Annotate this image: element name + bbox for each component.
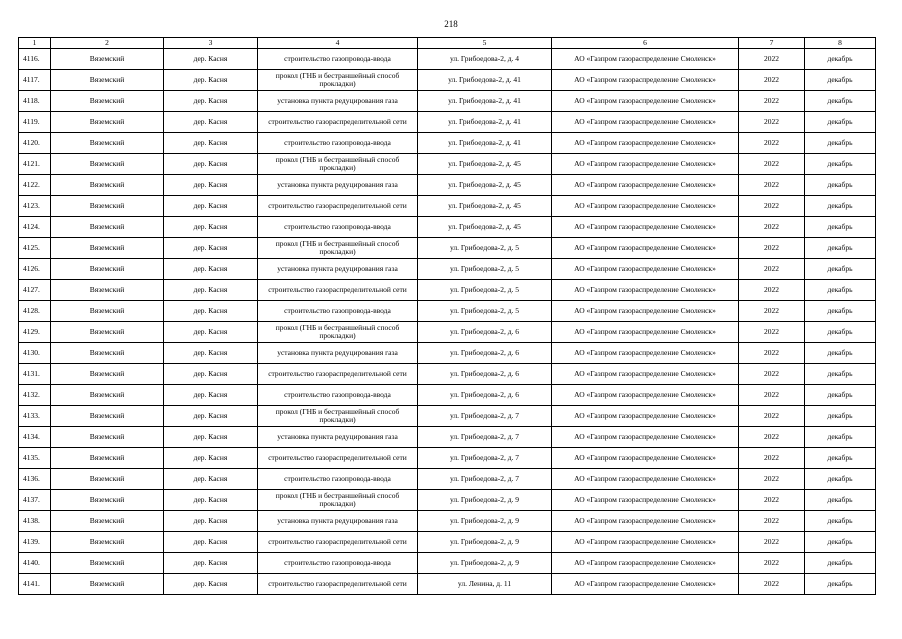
year-cell: 2022 [739, 322, 805, 343]
year-cell: 2022 [739, 112, 805, 133]
table-row [19, 91, 876, 112]
work-type-cell: строительство газопровода-ввода [258, 133, 418, 154]
row-number-cell: 4116. [19, 49, 51, 70]
organization-cell: АО «Газпром газораспределение Смоленск» [552, 196, 739, 217]
row-number-cell: 4130. [19, 343, 51, 364]
month-cell: декабрь [805, 196, 876, 217]
address-cell: ул. Грибоедова-2, д. 41 [418, 112, 552, 133]
district-cell: Вяземский [51, 343, 164, 364]
month-cell: декабрь [805, 280, 876, 301]
table-row [19, 490, 876, 511]
table-row [19, 511, 876, 532]
year-cell: 2022 [739, 196, 805, 217]
year-cell: 2022 [739, 448, 805, 469]
settlement-cell: дер. Касня [164, 175, 258, 196]
address-cell: ул. Грибоедова-2, д. 6 [418, 343, 552, 364]
table-row [19, 574, 876, 595]
table-row [19, 217, 876, 238]
work-type-cell: строительство газопровода-ввода [258, 49, 418, 70]
table-row [19, 406, 876, 427]
settlement-cell: дер. Касня [164, 448, 258, 469]
table-row [19, 385, 876, 406]
address-cell: ул. Грибоедова-2, д. 41 [418, 133, 552, 154]
address-cell: ул. Грибоедова-2, д. 6 [418, 364, 552, 385]
settlement-cell: дер. Касня [164, 511, 258, 532]
address-cell: ул. Грибоедова-2, д. 7 [418, 406, 552, 427]
year-cell: 2022 [739, 280, 805, 301]
organization-cell: АО «Газпром газораспределение Смоленск» [552, 70, 739, 91]
organization-cell: АО «Газпром газораспределение Смоленск» [552, 238, 739, 259]
header-cell: 1 [19, 38, 51, 49]
address-cell: ул. Грибоедова-2, д. 5 [418, 301, 552, 322]
organization-cell: АО «Газпром газораспределение Смоленск» [552, 532, 739, 553]
row-number-cell: 4138. [19, 511, 51, 532]
address-cell: ул. Грибоедова-2, д. 45 [418, 175, 552, 196]
month-cell: декабрь [805, 322, 876, 343]
settlement-cell: дер. Касня [164, 532, 258, 553]
settlement-cell: дер. Касня [164, 364, 258, 385]
address-cell: ул. Грибоедова-2, д. 5 [418, 259, 552, 280]
work-type-cell: строительство газораспределительной сети [258, 280, 418, 301]
organization-cell: АО «Газпром газораспределение Смоленск» [552, 469, 739, 490]
settlement-cell: дер. Касня [164, 343, 258, 364]
month-cell: декабрь [805, 574, 876, 595]
month-cell: декабрь [805, 490, 876, 511]
district-cell: Вяземский [51, 469, 164, 490]
organization-cell: АО «Газпром газораспределение Смоленск» [552, 322, 739, 343]
row-number-cell: 4128. [19, 301, 51, 322]
year-cell: 2022 [739, 574, 805, 595]
row-number-cell: 4131. [19, 364, 51, 385]
month-cell: декабрь [805, 301, 876, 322]
month-cell: декабрь [805, 469, 876, 490]
district-cell: Вяземский [51, 175, 164, 196]
work-type-cell: строительство газопровода-ввода [258, 301, 418, 322]
data-table [18, 37, 876, 595]
month-cell: декабрь [805, 259, 876, 280]
work-type-cell: строительство газораспределительной сети [258, 532, 418, 553]
work-type-cell: прокол (ГНБ и бестраншейный способ прокладки) [258, 406, 418, 427]
month-cell: декабрь [805, 364, 876, 385]
organization-cell: АО «Газпром газораспределение Смоленск» [552, 154, 739, 175]
settlement-cell: дер. Касня [164, 91, 258, 112]
header-cell: 5 [418, 38, 552, 49]
address-cell: ул. Грибоедова-2, д. 7 [418, 469, 552, 490]
row-number-cell: 4121. [19, 154, 51, 175]
district-cell: Вяземский [51, 301, 164, 322]
row-number-cell: 4124. [19, 217, 51, 238]
address-cell: ул. Грибоедова-2, д. 9 [418, 490, 552, 511]
table-row [19, 553, 876, 574]
year-cell: 2022 [739, 133, 805, 154]
year-cell: 2022 [739, 511, 805, 532]
work-type-cell: установка пункта редуцирования газа [258, 259, 418, 280]
year-cell: 2022 [739, 385, 805, 406]
settlement-cell: дер. Касня [164, 406, 258, 427]
address-cell: ул. Грибоедова-2, д. 7 [418, 427, 552, 448]
table-row [19, 133, 876, 154]
organization-cell: АО «Газпром газораспределение Смоленск» [552, 175, 739, 196]
year-cell: 2022 [739, 238, 805, 259]
settlement-cell: дер. Касня [164, 553, 258, 574]
settlement-cell: дер. Касня [164, 574, 258, 595]
address-cell: ул. Грибоедова-2, д. 41 [418, 70, 552, 91]
table-row [19, 322, 876, 343]
organization-cell: АО «Газпром газораспределение Смоленск» [552, 406, 739, 427]
settlement-cell: дер. Касня [164, 70, 258, 91]
organization-cell: АО «Газпром газораспределение Смоленск» [552, 553, 739, 574]
address-cell: ул. Грибоедова-2, д. 9 [418, 532, 552, 553]
settlement-cell: дер. Касня [164, 427, 258, 448]
month-cell: декабрь [805, 385, 876, 406]
organization-cell: АО «Газпром газораспределение Смоленск» [552, 343, 739, 364]
row-number-cell: 4137. [19, 490, 51, 511]
organization-cell: АО «Газпром газораспределение Смоленск» [552, 91, 739, 112]
table-row [19, 49, 876, 70]
month-cell: декабрь [805, 217, 876, 238]
district-cell: Вяземский [51, 280, 164, 301]
district-cell: Вяземский [51, 532, 164, 553]
address-cell: ул. Грибоедова-2, д. 45 [418, 196, 552, 217]
month-cell: декабрь [805, 91, 876, 112]
header-cell: 6 [552, 38, 739, 49]
settlement-cell: дер. Касня [164, 490, 258, 511]
table-row [19, 448, 876, 469]
organization-cell: АО «Газпром газораспределение Смоленск» [552, 448, 739, 469]
year-cell: 2022 [739, 49, 805, 70]
row-number-cell: 4136. [19, 469, 51, 490]
work-type-cell: строительство газораспределительной сети [258, 448, 418, 469]
month-cell: декабрь [805, 343, 876, 364]
month-cell: декабрь [805, 49, 876, 70]
work-type-cell: установка пункта редуцирования газа [258, 343, 418, 364]
month-cell: декабрь [805, 238, 876, 259]
settlement-cell: дер. Касня [164, 385, 258, 406]
district-cell: Вяземский [51, 217, 164, 238]
address-cell: ул. Грибоедова-2, д. 45 [418, 154, 552, 175]
table-row [19, 364, 876, 385]
row-number-cell: 4127. [19, 280, 51, 301]
month-cell: декабрь [805, 175, 876, 196]
month-cell: декабрь [805, 448, 876, 469]
settlement-cell: дер. Касня [164, 301, 258, 322]
organization-cell: АО «Газпром газораспределение Смоленск» [552, 427, 739, 448]
address-cell: ул. Грибоедова-2, д. 9 [418, 553, 552, 574]
district-cell: Вяземский [51, 259, 164, 280]
work-type-cell: установка пункта редуцирования газа [258, 91, 418, 112]
month-cell: декабрь [805, 553, 876, 574]
district-cell: Вяземский [51, 91, 164, 112]
district-cell: Вяземский [51, 196, 164, 217]
year-cell: 2022 [739, 532, 805, 553]
year-cell: 2022 [739, 427, 805, 448]
district-cell: Вяземский [51, 553, 164, 574]
settlement-cell: дер. Касня [164, 133, 258, 154]
district-cell: Вяземский [51, 490, 164, 511]
month-cell: декабрь [805, 427, 876, 448]
address-cell: ул. Грибоедова-2, д. 5 [418, 280, 552, 301]
organization-cell: АО «Газпром газораспределение Смоленск» [552, 574, 739, 595]
work-type-cell: строительство газопровода-ввода [258, 217, 418, 238]
work-type-cell: строительство газопровода-ввода [258, 553, 418, 574]
page-number: 218 [444, 19, 458, 29]
district-cell: Вяземский [51, 238, 164, 259]
district-cell: Вяземский [51, 427, 164, 448]
work-type-cell: прокол (ГНБ и бестраншейный способ прокладки) [258, 70, 418, 91]
row-number-cell: 4139. [19, 532, 51, 553]
row-number-cell: 4129. [19, 322, 51, 343]
address-cell: ул. Грибоедова-2, д. 41 [418, 91, 552, 112]
table-row [19, 238, 876, 259]
work-type-cell: установка пункта редуцирования газа [258, 175, 418, 196]
organization-cell: АО «Газпром газораспределение Смоленск» [552, 385, 739, 406]
work-type-cell: строительство газораспределительной сети [258, 574, 418, 595]
month-cell: декабрь [805, 70, 876, 91]
row-number-cell: 4126. [19, 259, 51, 280]
row-number-cell: 4133. [19, 406, 51, 427]
district-cell: Вяземский [51, 406, 164, 427]
row-number-cell: 4119. [19, 112, 51, 133]
work-type-cell: прокол (ГНБ и бестраншейный способ прокладки) [258, 322, 418, 343]
organization-cell: АО «Газпром газораспределение Смоленск» [552, 280, 739, 301]
row-number-cell: 4141. [19, 574, 51, 595]
district-cell: Вяземский [51, 49, 164, 70]
settlement-cell: дер. Касня [164, 154, 258, 175]
table-row [19, 280, 876, 301]
work-type-cell: строительство газопровода-ввода [258, 469, 418, 490]
year-cell: 2022 [739, 175, 805, 196]
address-cell: ул. Грибоедова-2, д. 6 [418, 385, 552, 406]
settlement-cell: дер. Касня [164, 49, 258, 70]
settlement-cell: дер. Касня [164, 280, 258, 301]
organization-cell: АО «Газпром газораспределение Смоленск» [552, 511, 739, 532]
settlement-cell: дер. Касня [164, 469, 258, 490]
work-type-cell: прокол (ГНБ и бестраншейный способ прокладки) [258, 490, 418, 511]
work-type-cell: установка пункта редуцирования газа [258, 427, 418, 448]
table-row [19, 175, 876, 196]
row-number-cell: 4132. [19, 385, 51, 406]
table-row [19, 196, 876, 217]
year-cell: 2022 [739, 91, 805, 112]
row-number-cell: 4140. [19, 553, 51, 574]
year-cell: 2022 [739, 217, 805, 238]
work-type-cell: установка пункта редуцирования газа [258, 511, 418, 532]
header-row [19, 38, 876, 49]
organization-cell: АО «Газпром газораспределение Смоленск» [552, 217, 739, 238]
district-cell: Вяземский [51, 133, 164, 154]
year-cell: 2022 [739, 70, 805, 91]
header-cell: 8 [805, 38, 876, 49]
address-cell: ул. Грибоедова-2, д. 5 [418, 238, 552, 259]
header-cell: 2 [51, 38, 164, 49]
organization-cell: АО «Газпром газораспределение Смоленск» [552, 112, 739, 133]
address-cell: ул. Грибоедова-2, д. 9 [418, 511, 552, 532]
year-cell: 2022 [739, 154, 805, 175]
header-cell: 4 [258, 38, 418, 49]
year-cell: 2022 [739, 259, 805, 280]
district-cell: Вяземский [51, 112, 164, 133]
address-cell: ул. Ленина, д. 11 [418, 574, 552, 595]
district-cell: Вяземский [51, 448, 164, 469]
table-row [19, 259, 876, 280]
district-cell: Вяземский [51, 70, 164, 91]
table-row [19, 154, 876, 175]
organization-cell: АО «Газпром газораспределение Смоленск» [552, 49, 739, 70]
district-cell: Вяземский [51, 385, 164, 406]
table-row [19, 70, 876, 91]
year-cell: 2022 [739, 343, 805, 364]
work-type-cell: строительство газораспределительной сети [258, 364, 418, 385]
year-cell: 2022 [739, 364, 805, 385]
month-cell: декабрь [805, 406, 876, 427]
month-cell: декабрь [805, 133, 876, 154]
year-cell: 2022 [739, 406, 805, 427]
table-row [19, 112, 876, 133]
organization-cell: АО «Газпром газораспределение Смоленск» [552, 490, 739, 511]
address-cell: ул. Грибоедова-2, д. 45 [418, 217, 552, 238]
month-cell: декабрь [805, 154, 876, 175]
district-cell: Вяземский [51, 154, 164, 175]
work-type-cell: прокол (ГНБ и бестраншейный способ прокладки) [258, 238, 418, 259]
address-cell: ул. Грибоедова-2, д. 4 [418, 49, 552, 70]
organization-cell: АО «Газпром газораспределение Смоленск» [552, 301, 739, 322]
district-cell: Вяземский [51, 364, 164, 385]
row-number-cell: 4135. [19, 448, 51, 469]
district-cell: Вяземский [51, 574, 164, 595]
header-cell: 7 [739, 38, 805, 49]
row-number-cell: 4117. [19, 70, 51, 91]
year-cell: 2022 [739, 553, 805, 574]
month-cell: декабрь [805, 112, 876, 133]
settlement-cell: дер. Касня [164, 238, 258, 259]
organization-cell: АО «Газпром газораспределение Смоленск» [552, 133, 739, 154]
table-row [19, 343, 876, 364]
address-cell: ул. Грибоедова-2, д. 7 [418, 448, 552, 469]
month-cell: декабрь [805, 532, 876, 553]
district-cell: Вяземский [51, 511, 164, 532]
settlement-cell: дер. Касня [164, 259, 258, 280]
district-cell: Вяземский [51, 322, 164, 343]
work-type-cell: строительство газопровода-ввода [258, 385, 418, 406]
header-cell: 3 [164, 38, 258, 49]
table-body [19, 49, 876, 595]
address-cell: ул. Грибоедова-2, д. 6 [418, 322, 552, 343]
work-type-cell: прокол (ГНБ и бестраншейный способ прокладки) [258, 154, 418, 175]
row-number-cell: 4120. [19, 133, 51, 154]
work-type-cell: строительство газораспределительной сети [258, 196, 418, 217]
table-row [19, 532, 876, 553]
organization-cell: АО «Газпром газораспределение Смоленск» [552, 364, 739, 385]
year-cell: 2022 [739, 469, 805, 490]
year-cell: 2022 [739, 490, 805, 511]
year-cell: 2022 [739, 301, 805, 322]
month-cell: декабрь [805, 511, 876, 532]
row-number-cell: 4122. [19, 175, 51, 196]
settlement-cell: дер. Касня [164, 112, 258, 133]
table-row [19, 469, 876, 490]
row-number-cell: 4123. [19, 196, 51, 217]
settlement-cell: дер. Касня [164, 217, 258, 238]
table-row [19, 301, 876, 322]
row-number-cell: 4134. [19, 427, 51, 448]
work-type-cell: строительство газораспределительной сети [258, 112, 418, 133]
organization-cell: АО «Газпром газораспределение Смоленск» [552, 259, 739, 280]
table-row [19, 427, 876, 448]
settlement-cell: дер. Касня [164, 196, 258, 217]
row-number-cell: 4118. [19, 91, 51, 112]
row-number-cell: 4125. [19, 238, 51, 259]
settlement-cell: дер. Касня [164, 322, 258, 343]
